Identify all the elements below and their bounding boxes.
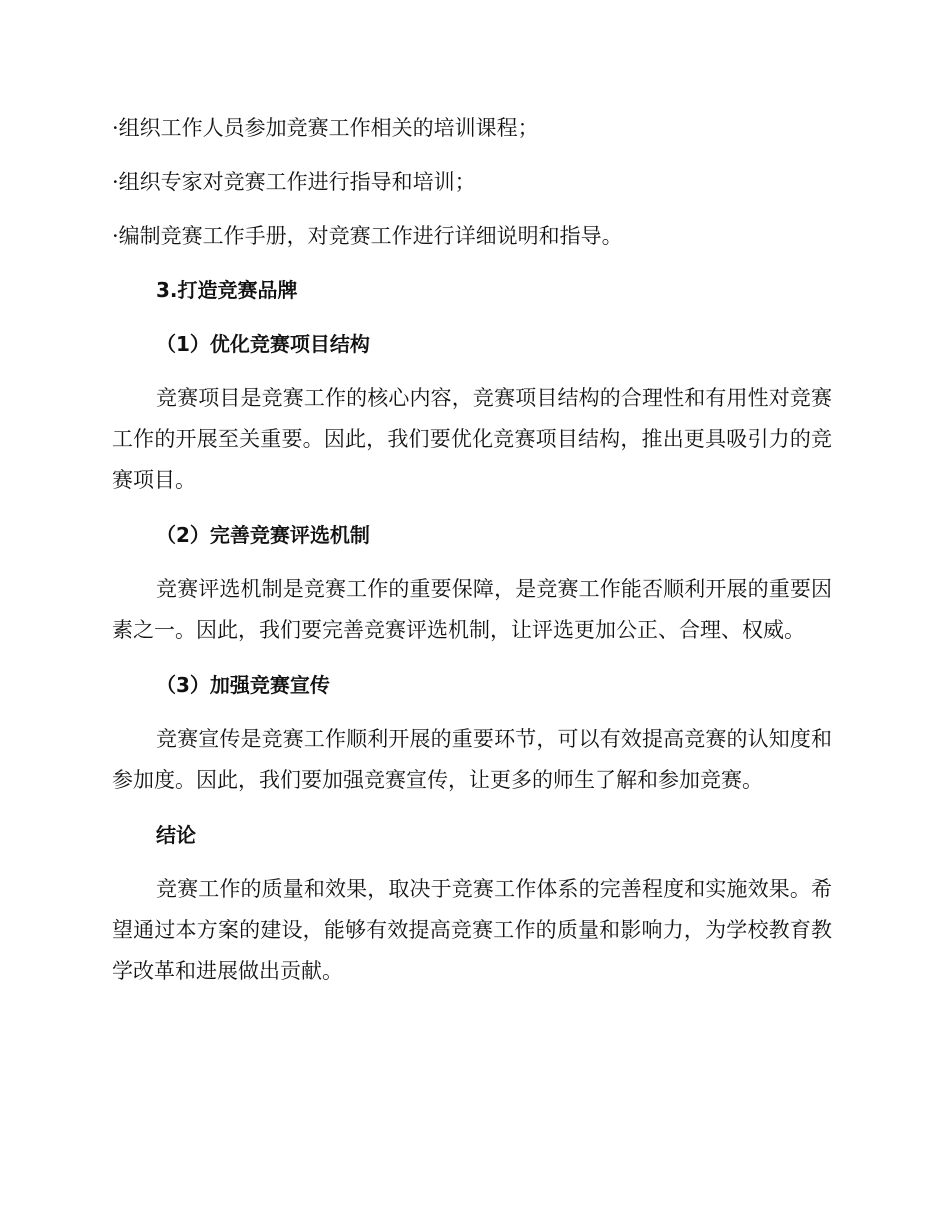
subsection-heading: （2）完善竞赛评选机制 [156, 523, 370, 547]
body-paragraph: 竞赛评选机制是竞赛工作的重要保障，是竞赛工作能否顺利开展的重要因素之一。因此，我们要完善竞赛评选机制，让评选更加公正、合理、权威。 [112, 577, 832, 642]
conclusion-heading: 结论 [156, 823, 196, 847]
subsection-heading: （3）加强竞赛宣传 [156, 673, 330, 697]
bullet-item: ·编制竞赛工作手册，对竞赛工作进行详细说明和指导。 [112, 224, 623, 248]
body-paragraph: 竞赛项目是竞赛工作的核心内容，竞赛项目结构的合理性和有用性对竞赛工作的开展至关重要。因此，我们要优化竞赛项目结构，推出更具吸引力的竞赛项目。 [112, 386, 832, 492]
document-content [112, 108, 832, 1006]
bullet-item: ·组织专家对竞赛工作进行指导和培训； [112, 170, 476, 194]
conclusion-paragraph: 竞赛工作的质量和效果，取决于竞赛工作体系的完善程度和实施效果。希望通过本方案的建设，能够有效提高竞赛工作的质量和影响力，为学校教育教学改革和进展做出贡献。 [112, 877, 832, 983]
bullet-item: ·组织工作人员参加竞赛工作相关的培训课程； [112, 116, 539, 140]
subsection-heading: （1）优化竞赛项目结构 [156, 332, 370, 356]
section-heading: 3.打造竞赛品牌 [156, 278, 298, 302]
body-paragraph: 竞赛宣传是竞赛工作顺利开展的重要环节，可以有效提高竞赛的认知度和参加度。因此，我们要加强竞赛宣传，让更多的师生了解和参加竞赛。 [112, 727, 832, 792]
